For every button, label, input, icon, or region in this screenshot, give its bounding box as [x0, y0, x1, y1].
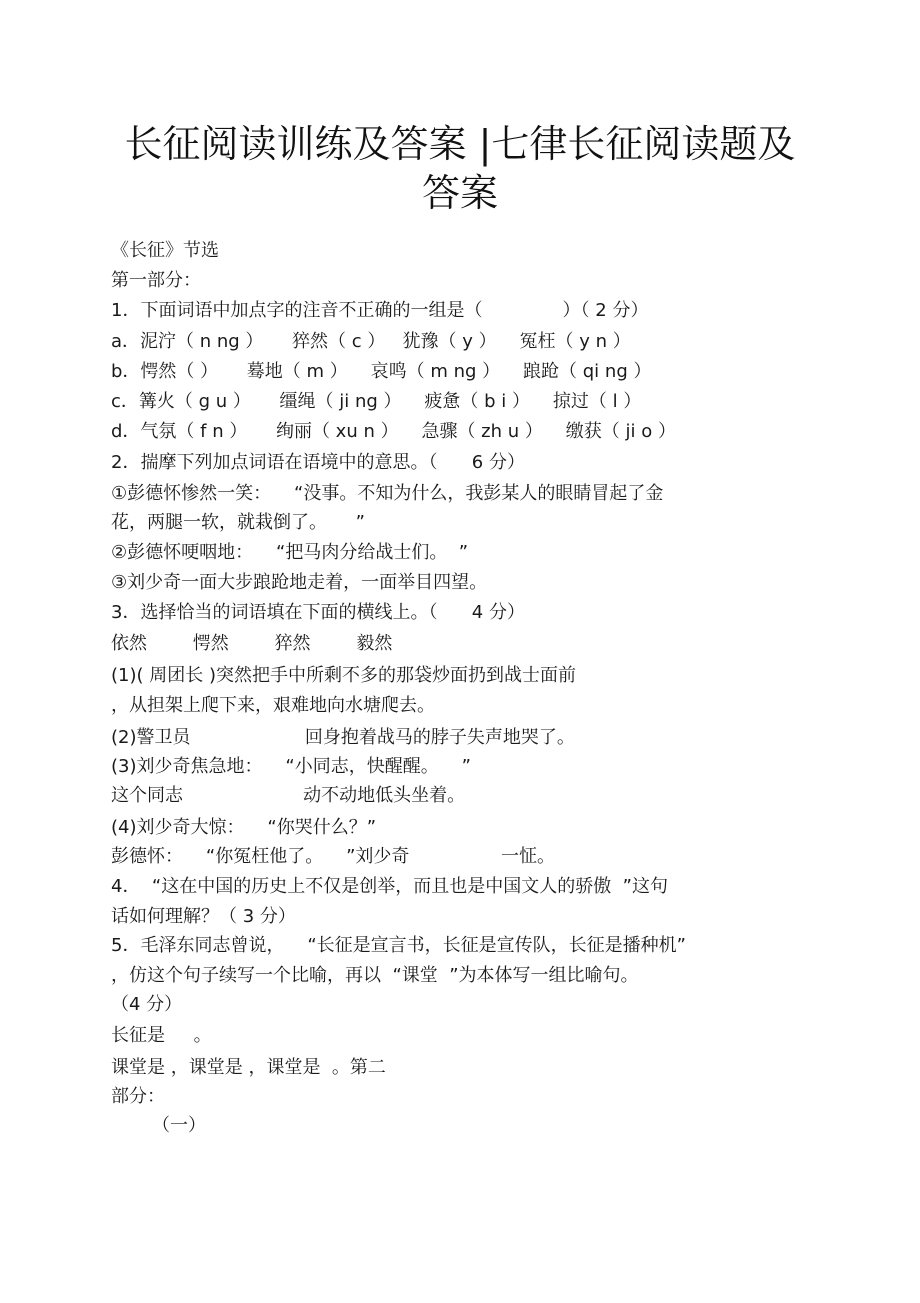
- question-2-item-1: ①彭德怀惨然一笑： “没事。不知为什么，我彭某人的眼睛冒起了金: [111, 483, 664, 504]
- question-2-item-2: ②彭德怀哽咽地： “把马肉分给战士们。 ”: [111, 542, 469, 563]
- question-3-item-1: (1)( 周团长 )突然把手中所剩不多的那袋炒面扔到战士面前: [111, 665, 576, 686]
- question-1-option-c: c．篝火（ g u ） 缰绳（ ji ng ） 疲惫（ b i ） 掠过（ l ）: [111, 391, 642, 412]
- question-1-option-d: d．气氛（ f n ） 绚丽（ xu n ） 急骤（ zh u ） 缴获（ ji o ）: [111, 421, 676, 442]
- question-2-item-3: ③刘少奇一面大步踉跄地走着，一面举目四望。: [111, 572, 488, 593]
- document-title-line-1: 长征阅读训练及答案 |七律长征阅读题及: [124, 122, 796, 166]
- question-2: 2．揣摩下列加点词语在语境中的意思。（ 6 分）: [111, 452, 525, 473]
- question-3-item-4-cont: 彭德怀： “你冤枉他了。 ”刘少奇 一怔。: [111, 846, 555, 867]
- answer-line-2: 课堂是 ，课堂是 ，课堂是 。第二: [111, 1057, 386, 1078]
- question-4: 4． “这在中国的历史上不仅是创举，而且也是中国文人的骄傲 ”这句: [111, 876, 668, 897]
- question-3-word-bank: 依然 愕然 猝然 毅然: [111, 633, 393, 654]
- answer-line-1: 长征是 。: [111, 1025, 212, 1046]
- question-3-item-2: (2)警卫员 回身抱着战马的脖子失声地哭了。: [111, 727, 575, 748]
- question-3-item-3-cont: 这个同志 动不动地低头坐着。: [111, 785, 466, 806]
- question-3-item-1-cont: ，从担架上爬下来，艰难地向水塘爬去。: [111, 695, 435, 716]
- question-3-item-4: (4)刘少奇大惊： “你哭什么？”: [111, 817, 377, 838]
- question-5-cont: ，仿这个句子续写一个比喻，再以 “课堂 ”为本体写一组比喻句。: [111, 965, 639, 986]
- question-1: 1．下面词语中加点字的注音不正确的一组是（ ）（ 2 分）: [111, 300, 649, 321]
- part-two-heading: 部分：: [111, 1086, 165, 1107]
- question-2-item-1-cont: 花，两腿一软，就栽倒了。 ”: [111, 512, 365, 533]
- question-5: 5．毛泽东同志曾说， “长征是宣言书，长征是宣传队，长征是播种机”: [111, 935, 686, 956]
- section-heading: 《长征》节选: [111, 240, 219, 261]
- question-1-option-a: a．泥泞（ n ng ） 猝然（ c ） 犹豫（ y ） 冤枉（ y n ）: [111, 331, 631, 352]
- question-4-cont: 话如何理解？（ 3 分）: [111, 906, 296, 927]
- question-3-item-3: (3)刘少奇焦急地： “小同志，快醒醒。 ”: [111, 756, 471, 777]
- question-3: 3．选择恰当的词语填在下面的横线上。（ 4 分）: [111, 602, 525, 623]
- document-title-line-2: 答案: [421, 171, 498, 215]
- question-5-score: （4 分）: [111, 994, 183, 1015]
- part-heading: 第一部分：: [111, 270, 201, 291]
- subsection-heading: （一）: [152, 1115, 206, 1136]
- question-1-option-b: b．愕然（ ） 蓦地（ m ） 哀鸣（ m ng ） 踉跄（ qi ng ）: [111, 361, 652, 382]
